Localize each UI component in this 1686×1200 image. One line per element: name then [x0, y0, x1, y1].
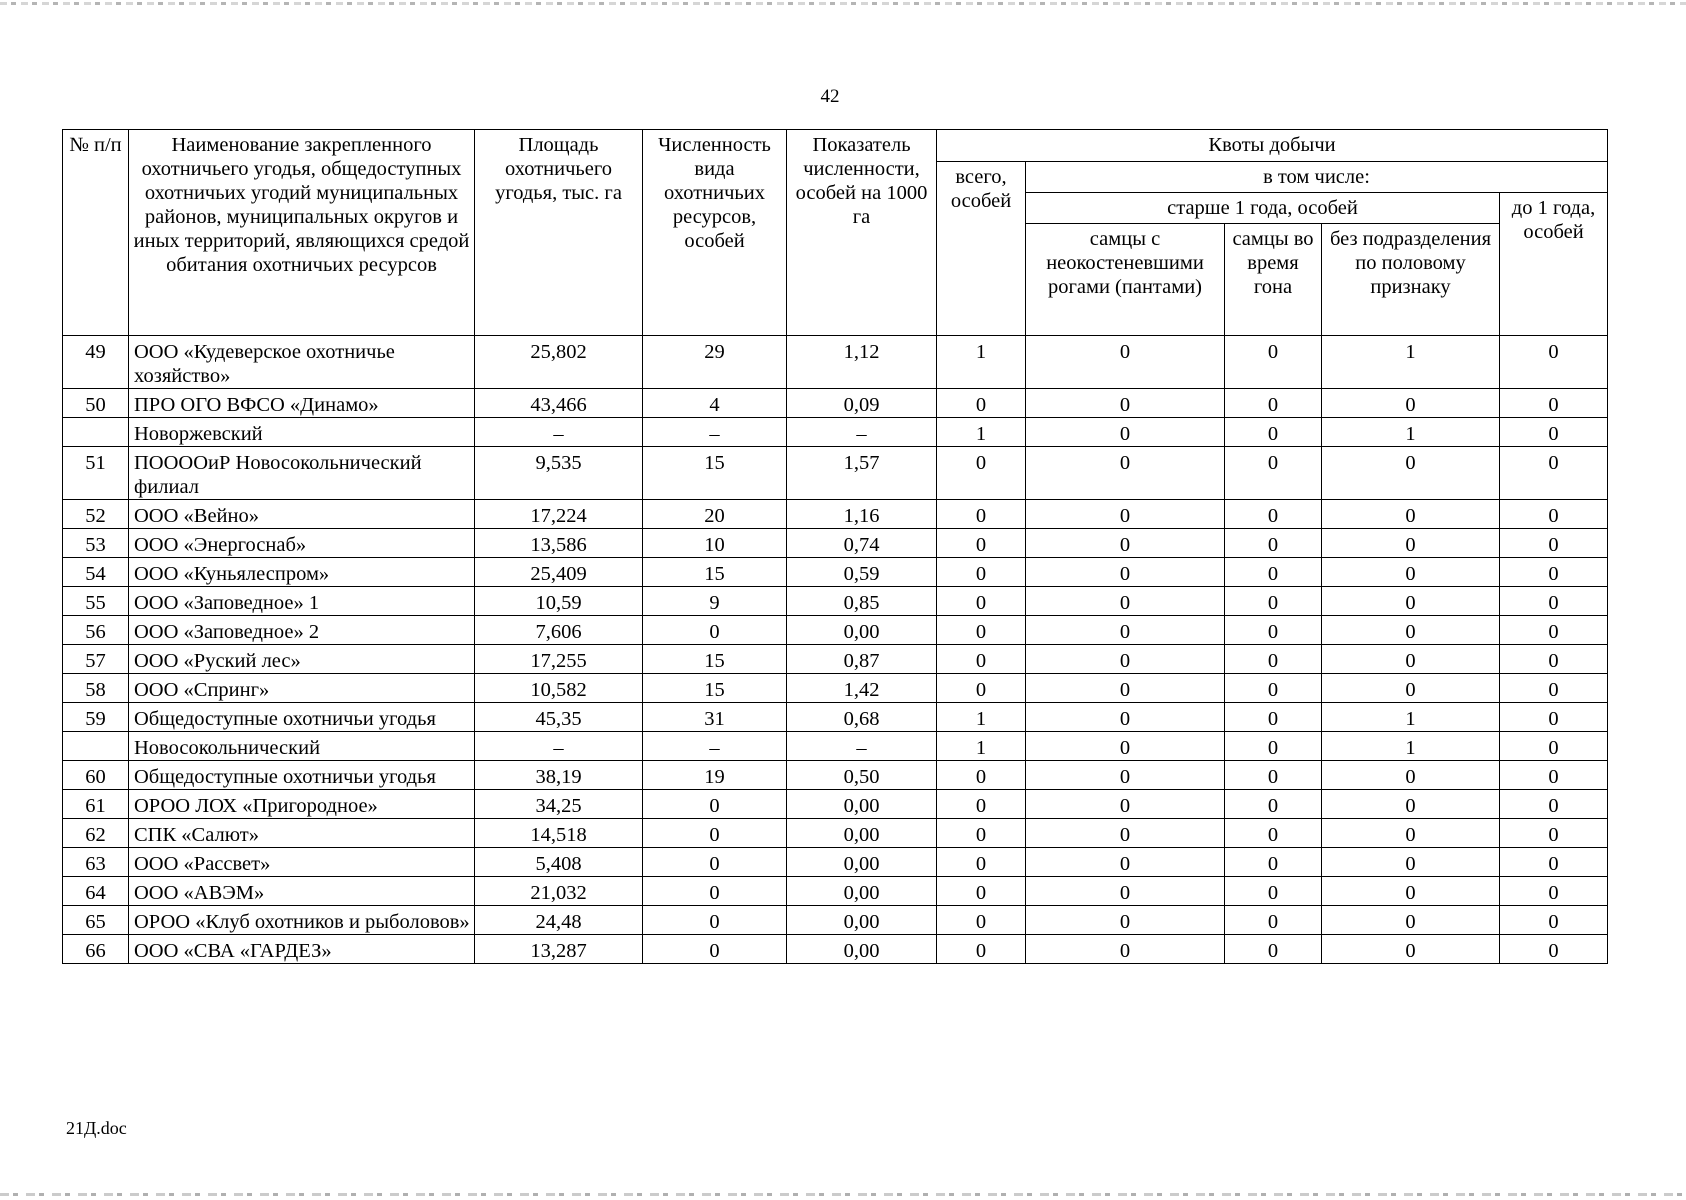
cell-males-rut: 0: [1225, 616, 1322, 645]
cell-total: 0: [937, 529, 1026, 558]
cell-count: 0: [643, 616, 787, 645]
cell-no-sex: 0: [1322, 906, 1500, 935]
cell-total: 0: [937, 447, 1026, 500]
cell-no-sex: 1: [1322, 732, 1500, 761]
cell-no-sex: 1: [1322, 418, 1500, 447]
cell-under1: 0: [1500, 906, 1608, 935]
cell-males-rut: 0: [1225, 848, 1322, 877]
cell-num: 52: [63, 500, 129, 529]
cell-males-antlers: 0: [1026, 336, 1225, 389]
cell-area: 9,535: [475, 447, 643, 500]
cell-under1: 0: [1500, 447, 1608, 500]
cell-name: Общедоступные охотничьи угодья: [129, 703, 475, 732]
cell-area: –: [475, 732, 643, 761]
cell-name: ООО «Вейно»: [129, 500, 475, 529]
cell-under1: 0: [1500, 819, 1608, 848]
cell-count: 0: [643, 819, 787, 848]
cell-under1: 0: [1500, 732, 1608, 761]
cell-area: 34,25: [475, 790, 643, 819]
cell-area: 24,48: [475, 906, 643, 935]
cell-total: 0: [937, 674, 1026, 703]
cell-index: 0,00: [787, 819, 937, 848]
cell-males-antlers: 0: [1026, 935, 1225, 964]
cell-under1: 0: [1500, 529, 1608, 558]
cell-name: Общедоступные охотничьи угодья: [129, 761, 475, 790]
cell-total: 1: [937, 336, 1026, 389]
cell-name: ООО «Заповедное» 2: [129, 616, 475, 645]
cell-no-sex: 0: [1322, 761, 1500, 790]
cell-area: –: [475, 418, 643, 447]
cell-index: 0,68: [787, 703, 937, 732]
cell-count: 15: [643, 558, 787, 587]
cell-males-antlers: 0: [1026, 389, 1225, 418]
cell-name: ООО «Спринг»: [129, 674, 475, 703]
cell-name: ООО «АВЭМ»: [129, 877, 475, 906]
table-row: [63, 418, 1608, 447]
cell-index: 0,00: [787, 935, 937, 964]
cell-total: 0: [937, 761, 1026, 790]
cell-no-sex: 0: [1322, 616, 1500, 645]
cell-males-rut: 0: [1225, 819, 1322, 848]
table-row: [63, 674, 1608, 703]
cell-males-antlers: 0: [1026, 819, 1225, 848]
cell-no-sex: 0: [1322, 819, 1500, 848]
cell-name: СПК «Салют»: [129, 819, 475, 848]
cell-name: ООО «Куньялеспром»: [129, 558, 475, 587]
cell-males-rut: 0: [1225, 558, 1322, 587]
cell-under1: 0: [1500, 616, 1608, 645]
cell-total: 0: [937, 389, 1026, 418]
cell-under1: 0: [1500, 761, 1608, 790]
table-row: [63, 389, 1608, 418]
cell-name: ОРОО ЛОХ «Пригородное»: [129, 790, 475, 819]
cell-males-antlers: 0: [1026, 645, 1225, 674]
table-row: [63, 906, 1608, 935]
cell-num: 66: [63, 935, 129, 964]
cell-area: 10,59: [475, 587, 643, 616]
cell-total: 0: [937, 819, 1026, 848]
cell-area: 5,408: [475, 848, 643, 877]
cell-index: 0,09: [787, 389, 937, 418]
header-total: всего, особей: [937, 162, 1026, 336]
cell-males-antlers: 0: [1026, 674, 1225, 703]
scan-edge-bottom: [0, 1193, 1686, 1196]
table-body: [63, 336, 1608, 964]
cell-index: 0,87: [787, 645, 937, 674]
cell-males-antlers: 0: [1026, 558, 1225, 587]
cell-index: 1,12: [787, 336, 937, 389]
cell-under1: 0: [1500, 645, 1608, 674]
cell-name: ООО «Рассвет»: [129, 848, 475, 877]
cell-num: 63: [63, 848, 129, 877]
cell-area: 17,224: [475, 500, 643, 529]
cell-under1: 0: [1500, 558, 1608, 587]
cell-name: ПРО ОГО ВФСО «Динамо»: [129, 389, 475, 418]
cell-index: 1,42: [787, 674, 937, 703]
cell-index: 0,00: [787, 877, 937, 906]
cell-under1: 0: [1500, 389, 1608, 418]
cell-num: 51: [63, 447, 129, 500]
cell-index: 0,00: [787, 848, 937, 877]
cell-num: [63, 732, 129, 761]
cell-area: 10,582: [475, 674, 643, 703]
cell-count: 15: [643, 674, 787, 703]
header-no-sex: без подразделения по половому признаку: [1322, 224, 1500, 336]
cell-total: 0: [937, 790, 1026, 819]
cell-count: 9: [643, 587, 787, 616]
cell-area: 45,35: [475, 703, 643, 732]
cell-num: 54: [63, 558, 129, 587]
cell-total: 1: [937, 703, 1026, 732]
cell-males-rut: 0: [1225, 790, 1322, 819]
quota-table: [62, 129, 1608, 964]
table-row: [63, 645, 1608, 674]
cell-num: 62: [63, 819, 129, 848]
cell-no-sex: 0: [1322, 645, 1500, 674]
cell-males-antlers: 0: [1026, 703, 1225, 732]
cell-index: –: [787, 732, 937, 761]
table-row: [63, 935, 1608, 964]
table-row: [63, 558, 1608, 587]
page-number: 42: [820, 86, 840, 107]
cell-name: ПООООиР Новосокольнический филиал: [129, 447, 475, 500]
cell-males-antlers: 0: [1026, 761, 1225, 790]
table-header: [63, 130, 1608, 336]
header-older: старше 1 года, особей: [1026, 193, 1500, 224]
cell-num: 64: [63, 877, 129, 906]
cell-males-rut: 0: [1225, 674, 1322, 703]
footer-filename: 21Д.doc: [66, 1118, 127, 1138]
cell-area: 25,802: [475, 336, 643, 389]
cell-name: ООО «Кудеверское охотничье хозяйство»: [129, 336, 475, 389]
header-area: Площадь охотничьего угодья, тыс. га: [475, 130, 643, 336]
header-num: № п/п: [63, 130, 129, 336]
cell-count: 0: [643, 935, 787, 964]
cell-count: 10: [643, 529, 787, 558]
cell-index: 1,16: [787, 500, 937, 529]
cell-males-rut: 0: [1225, 389, 1322, 418]
cell-males-rut: 0: [1225, 447, 1322, 500]
cell-num: 55: [63, 587, 129, 616]
cell-index: 0,00: [787, 790, 937, 819]
cell-under1: 0: [1500, 336, 1608, 389]
cell-males-antlers: 0: [1026, 616, 1225, 645]
cell-males-rut: 0: [1225, 587, 1322, 616]
table-row: [63, 336, 1608, 389]
header-index: Показатель численности, особей на 1000 га: [787, 130, 937, 336]
cell-count: 0: [643, 906, 787, 935]
cell-area: 25,409: [475, 558, 643, 587]
cell-num: 60: [63, 761, 129, 790]
cell-males-rut: 0: [1225, 906, 1322, 935]
cell-area: 14,518: [475, 819, 643, 848]
cell-num: 53: [63, 529, 129, 558]
cell-index: 0,00: [787, 616, 937, 645]
cell-area: 38,19: [475, 761, 643, 790]
table-row: [63, 500, 1608, 529]
cell-males-rut: 0: [1225, 336, 1322, 389]
cell-area: 43,466: [475, 389, 643, 418]
header-count: Численность вида охотничьих ресурсов, особей: [643, 130, 787, 336]
cell-count: 29: [643, 336, 787, 389]
cell-males-rut: 0: [1225, 418, 1322, 447]
cell-count: 31: [643, 703, 787, 732]
cell-males-rut: 0: [1225, 761, 1322, 790]
cell-under1: 0: [1500, 935, 1608, 964]
cell-males-rut: 0: [1225, 645, 1322, 674]
cell-males-rut: 0: [1225, 500, 1322, 529]
header-name: Наименование закрепленного охотничьего угодья, общедоступных охотничьих угодий муниципальных районов, муниципальных округов и иных территорий, являющихся средой обитания охотничьих ресурсов: [129, 130, 475, 336]
cell-count: 19: [643, 761, 787, 790]
cell-name: ООО «Энергоснаб»: [129, 529, 475, 558]
cell-males-antlers: 0: [1026, 732, 1225, 761]
cell-num: [63, 418, 129, 447]
cell-males-rut: 0: [1225, 935, 1322, 964]
cell-no-sex: 0: [1322, 790, 1500, 819]
cell-males-antlers: 0: [1026, 500, 1225, 529]
cell-under1: 0: [1500, 500, 1608, 529]
cell-total: 1: [937, 732, 1026, 761]
scan-edge-top: [0, 2, 1686, 5]
cell-area: 17,255: [475, 645, 643, 674]
table-row: [63, 848, 1608, 877]
cell-name: ООО «СВА «ГАРДЕЗ»: [129, 935, 475, 964]
cell-no-sex: 0: [1322, 587, 1500, 616]
cell-count: –: [643, 732, 787, 761]
cell-num: 50: [63, 389, 129, 418]
table-row: [63, 877, 1608, 906]
table-row: [63, 616, 1608, 645]
cell-num: 56: [63, 616, 129, 645]
cell-males-rut: 0: [1225, 703, 1322, 732]
header-males-rut: самцы во время гона: [1225, 224, 1322, 336]
cell-name: ООО «Заповедное» 1: [129, 587, 475, 616]
cell-under1: 0: [1500, 848, 1608, 877]
cell-no-sex: 0: [1322, 674, 1500, 703]
header-under1: до 1 года, особей: [1500, 193, 1608, 336]
cell-no-sex: 0: [1322, 447, 1500, 500]
cell-no-sex: 1: [1322, 336, 1500, 389]
cell-count: 15: [643, 447, 787, 500]
cell-num: 57: [63, 645, 129, 674]
cell-males-antlers: 0: [1026, 848, 1225, 877]
cell-total: 0: [937, 877, 1026, 906]
cell-total: 0: [937, 500, 1026, 529]
cell-no-sex: 0: [1322, 500, 1500, 529]
cell-under1: 0: [1500, 418, 1608, 447]
cell-num: 49: [63, 336, 129, 389]
cell-males-antlers: 0: [1026, 529, 1225, 558]
header-including: в том числе:: [1026, 162, 1608, 193]
cell-count: 0: [643, 848, 787, 877]
table-row: [63, 529, 1608, 558]
cell-under1: 0: [1500, 877, 1608, 906]
table-row: [63, 790, 1608, 819]
cell-name: ООО «Руский лес»: [129, 645, 475, 674]
cell-total: 0: [937, 645, 1026, 674]
cell-total: 0: [937, 558, 1026, 587]
cell-total: 0: [937, 587, 1026, 616]
cell-name: ОРОО «Клуб охотников и рыболовов»: [129, 906, 475, 935]
cell-area: 13,586: [475, 529, 643, 558]
cell-males-antlers: 0: [1026, 447, 1225, 500]
header-males-antlers: самцы с неокостеневшими рогами (пантами): [1026, 224, 1225, 336]
cell-index: 1,57: [787, 447, 937, 500]
header-quotas: Квоты добычи: [937, 130, 1608, 162]
table-row: [63, 819, 1608, 848]
cell-count: 4: [643, 389, 787, 418]
cell-under1: 0: [1500, 790, 1608, 819]
table-row: [63, 703, 1608, 732]
cell-area: 13,287: [475, 935, 643, 964]
cell-name: Новосокольнический: [129, 732, 475, 761]
cell-males-antlers: 0: [1026, 877, 1225, 906]
cell-males-rut: 0: [1225, 529, 1322, 558]
cell-no-sex: 0: [1322, 389, 1500, 418]
table-row: [63, 732, 1608, 761]
cell-no-sex: 0: [1322, 529, 1500, 558]
cell-index: 0,74: [787, 529, 937, 558]
cell-index: 0,59: [787, 558, 937, 587]
cell-total: 0: [937, 935, 1026, 964]
cell-num: 59: [63, 703, 129, 732]
cell-males-antlers: 0: [1026, 906, 1225, 935]
cell-count: –: [643, 418, 787, 447]
cell-males-antlers: 0: [1026, 587, 1225, 616]
cell-males-antlers: 0: [1026, 790, 1225, 819]
cell-index: 0,50: [787, 761, 937, 790]
cell-no-sex: 1: [1322, 703, 1500, 732]
cell-name: Новоржевский: [129, 418, 475, 447]
cell-total: 0: [937, 848, 1026, 877]
cell-under1: 0: [1500, 587, 1608, 616]
cell-total: 0: [937, 906, 1026, 935]
cell-index: 0,00: [787, 906, 937, 935]
table-row: [63, 761, 1608, 790]
cell-num: 61: [63, 790, 129, 819]
cell-index: 0,85: [787, 587, 937, 616]
cell-total: 0: [937, 616, 1026, 645]
cell-males-antlers: 0: [1026, 418, 1225, 447]
table-row: [63, 587, 1608, 616]
cell-count: 0: [643, 877, 787, 906]
cell-count: 0: [643, 790, 787, 819]
cell-index: –: [787, 418, 937, 447]
cell-under1: 0: [1500, 674, 1608, 703]
cell-area: 21,032: [475, 877, 643, 906]
cell-no-sex: 0: [1322, 877, 1500, 906]
cell-num: 58: [63, 674, 129, 703]
cell-males-rut: 0: [1225, 732, 1322, 761]
cell-under1: 0: [1500, 703, 1608, 732]
table-row: [63, 447, 1608, 500]
cell-no-sex: 0: [1322, 558, 1500, 587]
cell-no-sex: 0: [1322, 935, 1500, 964]
cell-count: 15: [643, 645, 787, 674]
cell-total: 1: [937, 418, 1026, 447]
cell-area: 7,606: [475, 616, 643, 645]
cell-males-rut: 0: [1225, 877, 1322, 906]
cell-count: 20: [643, 500, 787, 529]
cell-no-sex: 0: [1322, 848, 1500, 877]
cell-num: 65: [63, 906, 129, 935]
